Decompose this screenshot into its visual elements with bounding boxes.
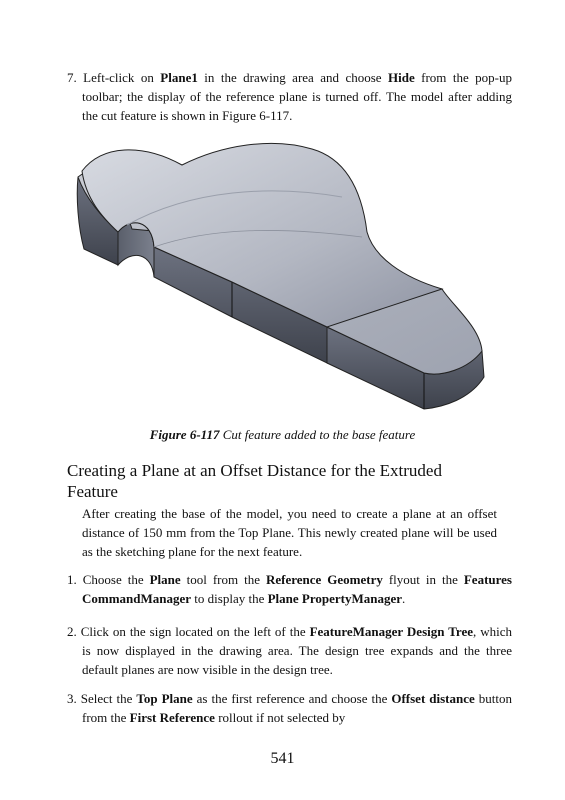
- step-7-paragraph: 7. Left-click on Plane1 in the drawing area and choose Hide from the pop-up toolbar; the display of the reference plane is turned off. The model after adding the cut feature is shown in Figure 6-117.: [67, 70, 512, 123]
- step-1-paragraph: 1. Choose the Plane tool from the Reference Geometry flyout in the Features CommandManager to display the Plane PropertyManager.: [67, 572, 512, 606]
- section-heading: Creating a Plane at an Offset Distance for the Extruded Feature: [67, 461, 442, 501]
- page-number: 541: [270, 750, 295, 767]
- section-intro-paragraph: After creating the base of the model, you need to create a plane at an offset distance of 150 mm from the Top Plane. This newly created plane will be used as the sketching plane for the next feature.: [82, 506, 497, 559]
- step-3-paragraph: 3. Select the Top Plane as the first reference and choose the Offset distance button from the First Reference rollout if not selected by: [67, 691, 512, 725]
- figure-caption: Figure 6-117 Cut feature added to the base feature: [149, 427, 416, 442]
- step-2-paragraph: 2. Click on the sign located on the left of the FeatureManager Design Tree, which is now displayed in the drawing area. The design tree expands and the three default planes are now visible in the design tree.: [67, 624, 512, 677]
- cut-feature-model-figure: [72, 137, 490, 420]
